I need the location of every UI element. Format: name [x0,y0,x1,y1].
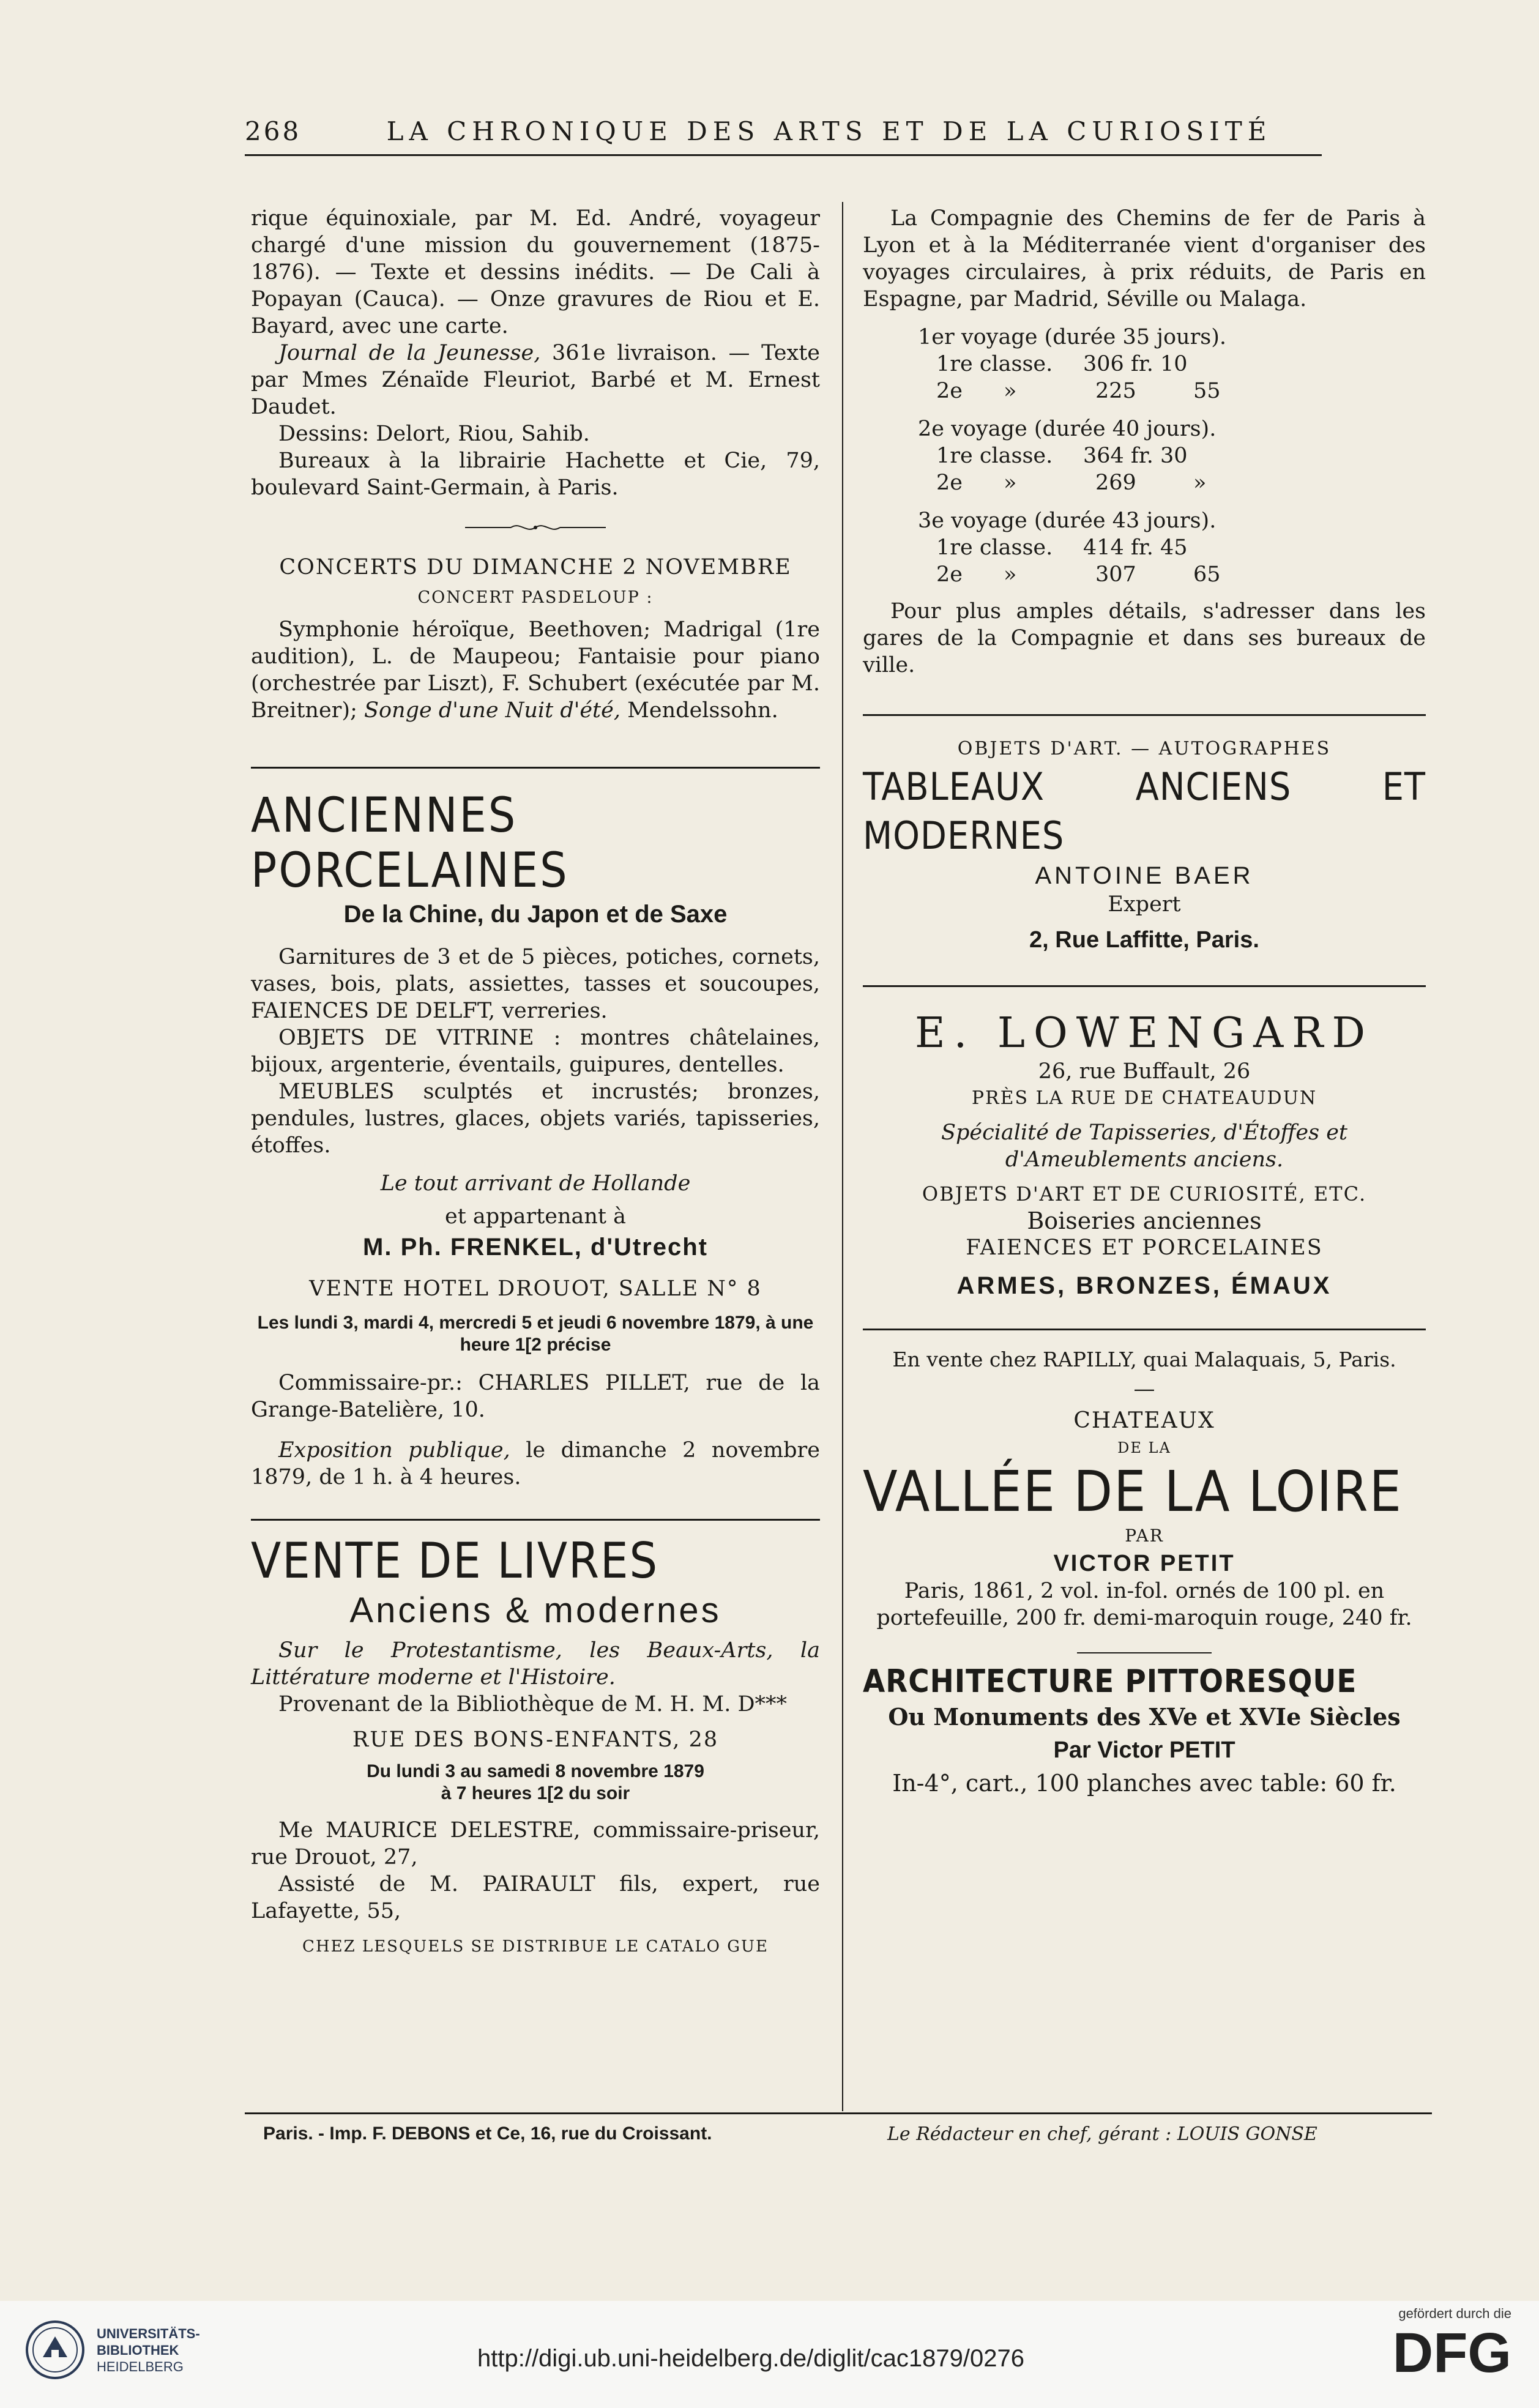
divider [251,767,820,769]
dfg-wordmark: DFG [1392,2324,1511,2379]
text-line: Boiseries anciennes [1027,1207,1262,1234]
text-line: En vente chez RAPILLY, quai Malaquais, 5, Paris. [892,1348,1396,1371]
voyage-title: 3e voyage (durée 43 jours). [918,509,1217,533]
section-heading: OBJETS D'ART. — AUTOGRAPHES [957,738,1332,759]
paragraph-text: le dimanche 2 novembre 1879, de 1 h. à 4 heures. [251,1438,820,1489]
ad-subtitle: Anciens & modernes [349,1590,721,1630]
text-line: ARMES, BRONZES, ÉMAUX [956,1272,1332,1299]
ad-subtitle: De la Chine, du Japon et de Saxe [343,901,728,928]
sale-dates: Les lundi 3, mardi 4, mercredi 5 et jeudi 6 novembre 1879, à une heure 1[2 précise [257,1313,814,1355]
library-name [97,2325,200,2375]
divider [863,1329,1426,1330]
paragraph-text: Exposition publique, [278,1438,510,1463]
journal-title: LA CHRONIQUE DES ARTS ET DE LA CURIOSITÉ [386,116,1272,146]
voyage-cell: » [1004,471,1017,495]
divider [863,985,1426,987]
text-line: PAR [1125,1526,1164,1546]
section-heading: CONCERTS DU DIMANCHE 2 NOVEMBRE [279,555,792,580]
voyage-cell: 2e [936,562,963,587]
paragraph: Paris, 1861, 2 vol. in-fol. ornés de 100 pl. en portefeuille, 200 fr. demi-maroquin rouge, 240 fr. [876,1579,1412,1630]
funding-caption: gefördert durch die [1398,2306,1511,2321]
paragraph [251,1437,820,1491]
page-url[interactable]: http://digi.ub.uni-heidelberg.de/diglit/cac1879/0276 [477,2345,1024,2372]
ad-title: ARCHITECTURE PITTORESQUE [863,1663,1357,1700]
voyage-cell: 364 fr. 30 [1083,444,1188,468]
divider [1077,1652,1212,1653]
text-line: DE LA [1117,1439,1171,1456]
voyage-cell: » [1193,471,1207,495]
paragraph: La Compagnie des Chemins de fer de Paris à Lyon et à la Méditerranée vient d'organiser des voyages circulaires, à prix réduits, de Paris en Espagne, par Madrid, Séville ou Malaga. [863,206,1426,311]
voyage-cell: 225 [1095,379,1136,403]
left-column [251,205,820,1960]
text-line: et appartenant à [445,1204,626,1229]
library-name-line: BIBLIOTHEK [97,2342,179,2358]
author-name: Par Victor PETIT [1053,1737,1235,1763]
voyage-cell: 55 [1193,379,1221,403]
owner-name: M. Ph. FRENKEL, d'Utrecht [363,1234,708,1261]
university-seal-icon [24,2319,86,2380]
sale-dates: à 7 heures 1[2 du soir [441,1783,630,1803]
voyage-cell: 65 [1193,562,1221,587]
author-name: VICTOR PETIT [1053,1551,1235,1576]
text-line: PRÈS LA RUE DE CHATEAUDUN [971,1087,1317,1109]
expert-name: ANTOINE BAER [1035,862,1254,889]
ad-title: VENTE DE LIVRES [251,1532,659,1589]
subheading: CONCERT PASDELOUP : [417,588,654,607]
paragraph: Provenant de la Bibliothèque de M. H. M. D*** [278,1692,788,1717]
paragraph: MEUBLES sculptés et incrustés; bronzes, pendules, lustres, glaces, objets variés, tapisseries, étoffes. [251,1079,820,1158]
voyage-cell: 414 fr. 45 [1083,535,1188,560]
sale-dates: Du lundi 3 au samedi 8 novembre 1879 [367,1761,704,1781]
dfg-logo-icon [1371,2324,1511,2379]
text-line: VENTE HOTEL DROUOT, SALLE N° 8 [309,1277,762,1301]
address: 26, rue Buffault, 26 [1038,1059,1251,1084]
ad-title: E. LOWENGARD [915,1009,1374,1057]
ad-title: TABLEAUX ANCIENS ET MODERNES [863,764,1426,858]
library-name-line: UNIVERSITÄTS- [97,2325,200,2341]
paragraph: Commissaire-pr.: CHARLES PILLET, rue de la Grange-Batelière, 10. [251,1371,820,1422]
paragraph: Garnitures de 3 et de 5 pièces, potiches, cornets, vases, bois, plats, assiettes, tasses et soucoupes, FAIENCES DE DELFT, verreries. [251,945,820,1023]
text-line: CHEZ LESQUELS SE DISTRIBUE LE CATALO GUE [302,1937,769,1956]
printer-line: Paris. - Imp. F. DEBONS et Ce, 16, rue du Croissant. [263,2123,712,2144]
paragraph: Me MAURICE DELESTRE, commissaire-priseur, rue Drouot, 27, [251,1818,820,1869]
voyage-cell: 306 fr. 10 [1083,352,1188,376]
page-header [245,116,1322,146]
voyage-title: 1er voyage (durée 35 jours). [918,325,1227,349]
text-line: FAIENCES ET PORCELAINES [966,1236,1323,1260]
voyage-tables [918,324,1426,588]
paragraph: rique équinoxiale, par M. Ed. André, voyageur chargé d'une mission du gouvernement (1875-1876). — Texte et dessins inédits. — De Cali à Popayan (Cauca). — Onze gravures de Riou et E. Bayard, avec une carte. [251,206,820,338]
paragraph-text: Symphonie héroïque, Beethoven; Madrigal (1re audition), L. de Maupeou; Fantaisie pour piano (orchestrée par Liszt), F. Schubert (exécutée par M. Breitner); [251,617,820,723]
text-line: RUE DES BONS-ENFANTS, 28 [352,1728,719,1752]
paragraph: Assisté de M. PAIRAULT fils, expert, rue Lafayette, 55, [251,1872,820,1923]
text-line: OBJETS D'ART ET DE CURIOSITÉ, ETC. [922,1182,1367,1206]
text-line: Expert [1108,892,1181,917]
ad-title: VALLÉE DE LA LOIRE [863,1459,1403,1524]
ad-subtitle: Ou Monuments des XVe et XVIe Siècles [888,1703,1401,1731]
voyage-row [936,351,1426,378]
paragraph: Pour plus amples détails, s'adresser dans les gares de la Compagnie et dans ses bureaux de ville. [863,599,1426,677]
paragraph-text: Songe d'une Nuit d'été, [363,698,620,723]
page-number: 268 [245,116,302,146]
voyage-row [936,561,1426,588]
paragraph [251,616,820,724]
voyage-row [936,442,1426,469]
text-line: CHATEAUX [1073,1408,1215,1433]
divider [251,1519,820,1521]
voyage-row [936,534,1426,561]
voyage-cell: » [1004,562,1017,587]
voyage-cell: 269 [1095,471,1136,495]
voyage-cell: 1re classe. [936,535,1053,560]
paragraph-text: Mendelssohn. [620,698,778,723]
dash: — [1133,1377,1155,1401]
voyage-row [936,378,1426,404]
voyage-cell: 307 [1095,562,1136,587]
voyage-cell: 1re classe. [936,352,1053,376]
library-name-line: HEIDELBERG [97,2358,184,2374]
ornament-divider [251,513,820,540]
publication-title: Journal de la Jeunesse, [278,341,541,365]
voyage-cell: 2e [936,379,963,403]
paragraph: OBJETS DE VITRINE : montres châtelaines, bijoux, argenterie, éventails, guipures, dentelles. [251,1026,820,1077]
paragraph-text: 361e livraison. — Texte par Mmes Zénaïde Fleuriot, Barbé et M. Ernest Daudet. [251,341,820,419]
voyage-cell: 1re classe. [936,444,1053,468]
footer-rule [245,2112,1432,2114]
paragraph: Bureaux à la librairie Hachette et Cie, 79, boulevard Saint-Germain, à Paris. [251,449,820,500]
address: 2, Rue Laffitte, Paris. [1029,927,1259,953]
text-line: Le tout arrivant de Hollande [380,1171,691,1196]
column-divider [842,202,843,2111]
paragraph: Sur le Protestantisme, les Beaux-Arts, la Littérature moderne et l'Histoire. [251,1638,820,1690]
right-column [863,205,1426,1797]
dfg-logo[interactable] [1371,2306,1511,2382]
divider [863,714,1426,716]
voyage-cell: 2e [936,471,963,495]
editor-line: Le Rédacteur en chef, gérant : LOUIS GONSE [887,2123,1317,2145]
library-logo[interactable] [24,2319,200,2380]
paragraph: Spécialité de Tapisseries, d'Étoffes et d'Ameublements anciens. [941,1120,1347,1172]
price-line: In-4°, cart., 100 planches avec table: 60 fr. [892,1770,1396,1797]
voyage-cell: » [1004,379,1017,403]
voyage-title: 2e voyage (durée 40 jours). [918,417,1217,441]
voyage-row [936,469,1426,496]
paragraph: Dessins: Delort, Riou, Sahib. [278,422,590,446]
paragraph [251,340,820,420]
ad-title: ANCIENNES PORCELAINES [251,788,569,898]
header-rule [245,154,1322,156]
